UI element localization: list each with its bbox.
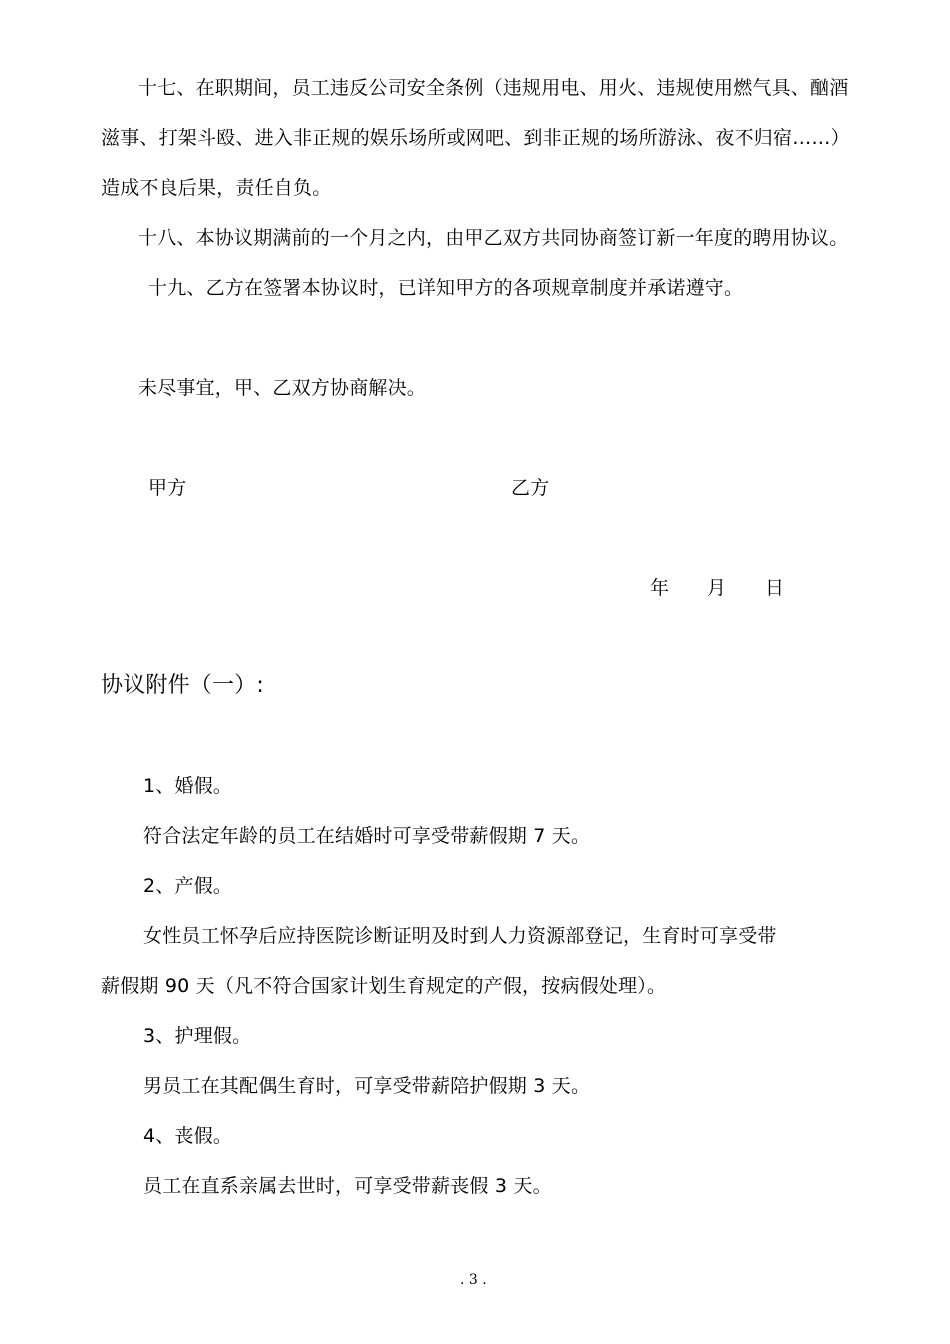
clause-17-line-2: 滋事、打架斗殴、进入非正规的娱乐场所或网吧、到非正规的场所游泳、夜不归宿……） xyxy=(101,127,850,149)
appendix-item-2-heading: 2、产假。 xyxy=(143,875,233,897)
appendix-item-4-heading: 4、丧假。 xyxy=(143,1125,233,1147)
clause-19: 十九、乙方在签署本协议时，已详知甲方的各项规章制度并承诺遵守。 xyxy=(148,277,744,299)
appendix-item-3-heading: 3、护理假。 xyxy=(143,1025,252,1047)
party-a-label: 甲方 xyxy=(148,477,187,499)
clause-18: 十八、本协议期满前的一个月之内，由甲乙双方共同协商签订新一年度的聘用协议。 xyxy=(138,227,849,249)
appendix-item-1-body-line-1: 符合法定年龄的员工在结婚时可享受带薪假期 7 天。 xyxy=(143,825,591,847)
date-year-label: 年 xyxy=(650,577,670,599)
appendix-item-2-body-line-1: 女性员工怀孕后应持医院诊断证明及时到人力资源部登记，生育时可享受带 xyxy=(143,925,777,947)
appendix-item-1-heading: 1、婚假。 xyxy=(143,775,233,797)
clause-17-line-3: 造成不良后果，责任自负。 xyxy=(101,177,332,199)
clause-17-line-1: 十七、在职期间，员工违反公司安全条例（违规用电、用火、违规使用燃气具、酗酒 xyxy=(138,77,849,99)
appendix-item-4-body-line-1: 员工在直系亲属去世时，可享受带薪丧假 3 天。 xyxy=(143,1175,552,1197)
closing-statement: 未尽事宜，甲、乙双方协商解决。 xyxy=(138,377,427,399)
date-month-label: 月 xyxy=(707,577,727,599)
date-day-label: 日 xyxy=(765,577,785,599)
appendix-item-3-body-line-1: 男员工在其配偶生育时，可享受带薪陪护假期 3 天。 xyxy=(143,1075,591,1097)
appendix-title: 协议附件（一）: xyxy=(101,673,265,698)
party-b-label: 乙方 xyxy=(511,477,550,499)
appendix-item-2-body-line-2: 薪假期 90 天（凡不符合国家计划生育规定的产假，按病假处理）。 xyxy=(101,975,667,997)
page-number: . 3 . xyxy=(460,1272,487,1288)
